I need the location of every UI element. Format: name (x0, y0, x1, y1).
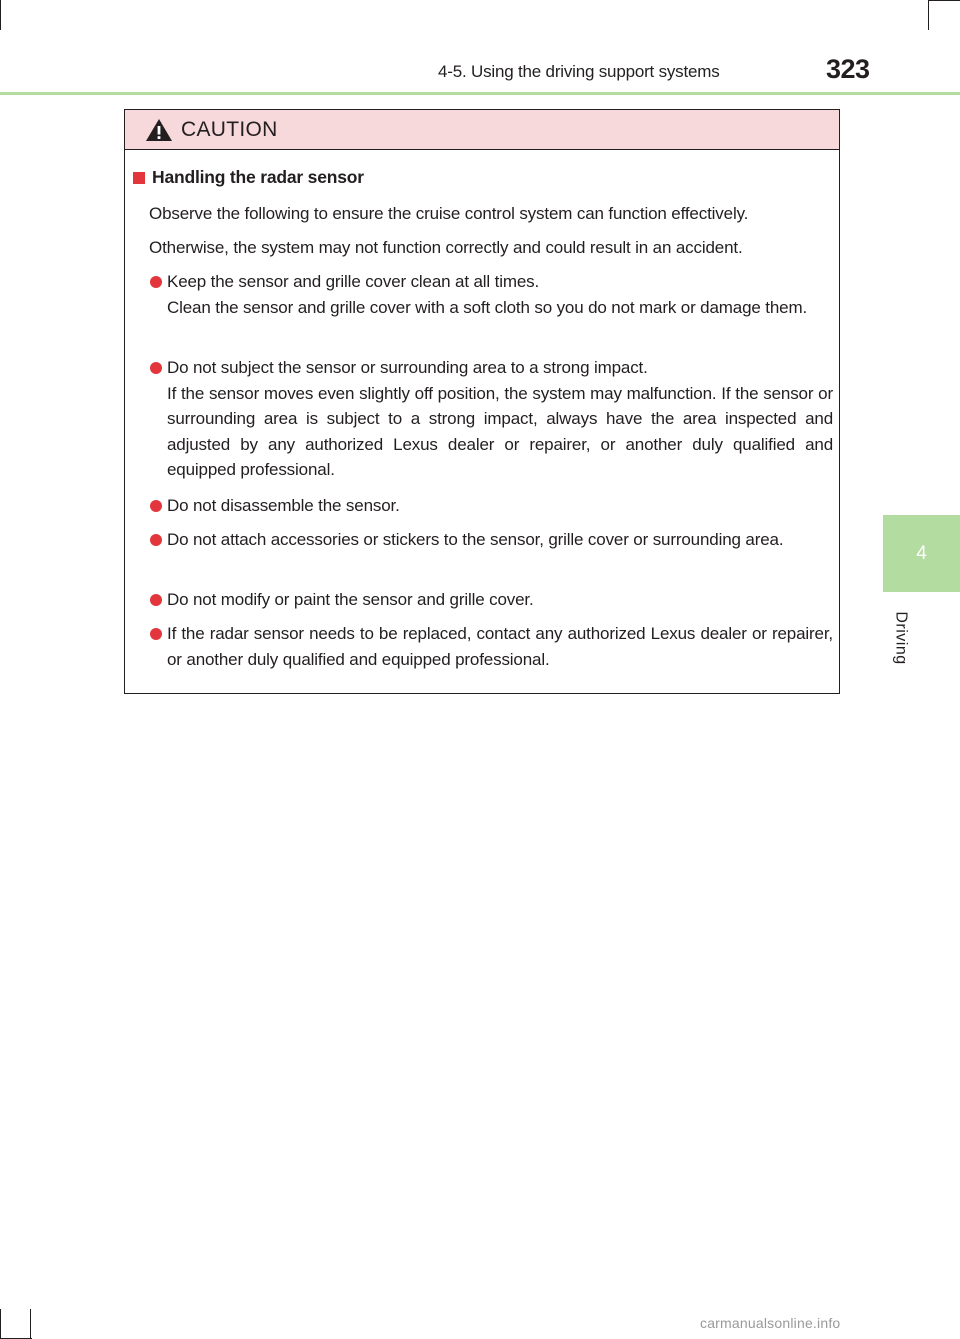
header-section-title: 4-5. Using the driving support systems (438, 62, 720, 81)
bullet-detail: Clean the sensor and grille cover with a soft cloth so you do not mark or damage them. (167, 297, 808, 317)
crop-mark (30, 1309, 31, 1339)
caution-box (124, 109, 840, 694)
chapter-label (887, 608, 915, 668)
page-number: 323 (826, 54, 870, 84)
bullet-heading: Keep the sensor and grille cover clean at all times. (167, 272, 540, 291)
header-divider (0, 92, 960, 95)
bullet-dot-icon (150, 594, 162, 606)
list-item (149, 355, 833, 483)
chapter-number: 4 (916, 542, 927, 564)
list-item (149, 527, 833, 553)
warning-triangle-icon (145, 118, 173, 142)
bullet-dot-icon (150, 500, 162, 512)
bullet-dot-icon (150, 628, 162, 640)
bullet-dot-icon (150, 276, 162, 288)
bullet-heading: Do not subject the sensor or surrounding area to a strong impact. (167, 358, 648, 377)
crop-mark (928, 0, 929, 30)
bullet-detail: If the sensor moves even slightly off position, the system may malfunction. If the sensor or surrounding area is subject to a strong impact, always have the area inspected and adjusted by any authorized Lexus dealer or repairer, or another duly qualified and equipped professional. (167, 383, 833, 479)
section-heading (133, 167, 364, 188)
list-item (149, 621, 833, 672)
intro-paragraph: Observe the following to ensure the cruise control system can function effectively. (149, 204, 749, 223)
caution-header (125, 110, 839, 150)
bullet-heading: Do not disassemble the sensor. (167, 496, 400, 515)
crop-mark (0, 1309, 1, 1339)
crop-mark (928, 0, 960, 1)
bullet-heading: Do not modify or paint the sensor and grille cover. (167, 590, 534, 609)
square-bullet-icon (133, 172, 145, 184)
chapter-tab (883, 515, 960, 592)
bullet-heading: If the radar sensor needs to be replaced, contact any authorized Lexus dealer or repairer, or another duly qualified and equipped professional. (167, 624, 833, 669)
bullet-dot-icon (150, 534, 162, 546)
crop-mark (0, 0, 1, 30)
bullet-heading: Do not attach accessories or stickers to the sensor, grille cover or surrounding area. (167, 530, 784, 549)
list-item (149, 493, 833, 519)
list-item (149, 587, 833, 613)
watermark: carmanualsonline.info (700, 1315, 841, 1331)
list-item (149, 269, 833, 320)
caution-title: CAUTION (181, 117, 278, 141)
section-heading-text: Handling the radar sensor (152, 167, 364, 187)
bullet-dot-icon (150, 362, 162, 374)
intro-paragraph: Otherwise, the system may not function correctly and could result in an accident. (149, 238, 743, 257)
chapter-title: Driving (893, 611, 911, 665)
